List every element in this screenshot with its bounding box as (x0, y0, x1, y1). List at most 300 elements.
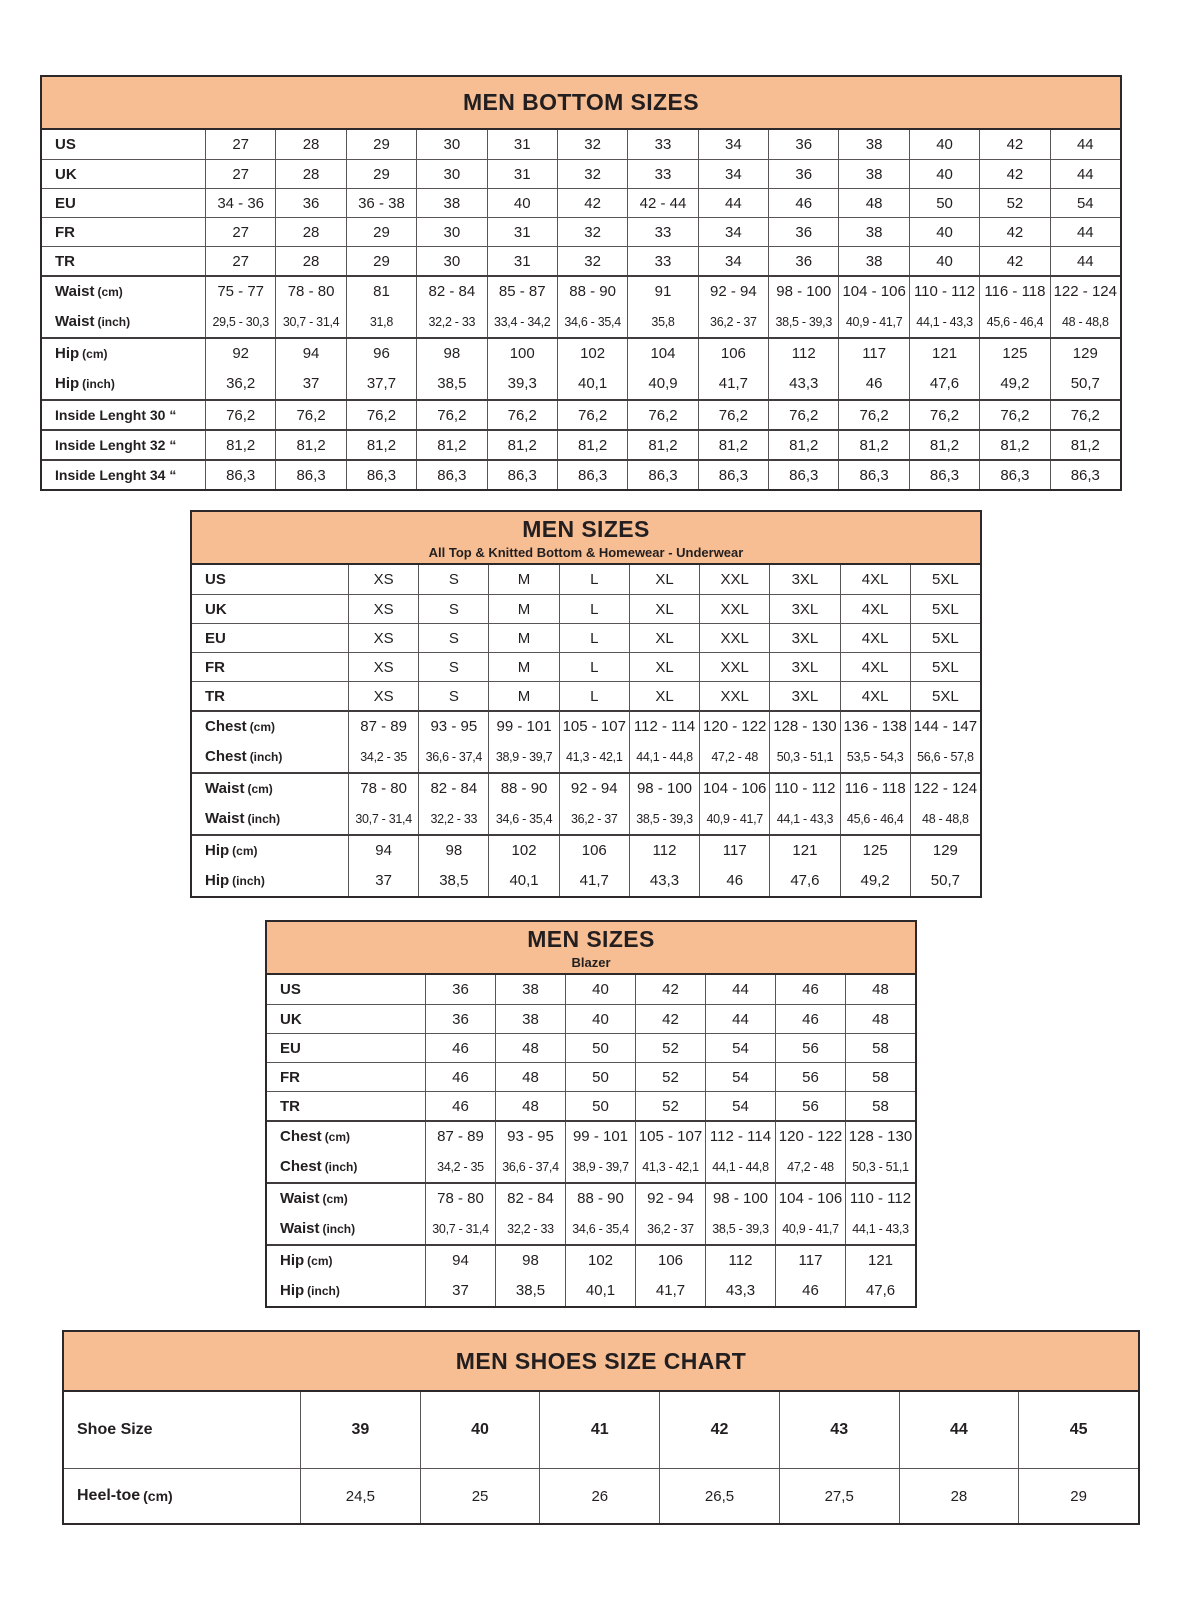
cell-value: 85 - 87 (487, 277, 557, 306)
cell-value: 86,3 (838, 461, 908, 489)
cell-value: 3XL (769, 565, 839, 594)
cell-value: 44 (705, 1005, 775, 1033)
cell-value: 81,2 (1050, 431, 1120, 459)
row-label-text: Waist (55, 313, 95, 330)
cell-value: XS (348, 653, 418, 681)
cell-value: 38 (838, 247, 908, 275)
row-label (192, 803, 348, 834)
table-row (192, 741, 980, 772)
cell-value: 27 (205, 247, 275, 275)
cell-value: 81 (346, 277, 416, 306)
cell-value: 56 (775, 1063, 845, 1091)
cell-value: 116 - 118 (979, 277, 1049, 306)
cell-value: 38,5 - 39,3 (705, 1213, 775, 1244)
cell-value: 36 (768, 160, 838, 188)
cell-value: 47,6 (909, 368, 979, 399)
cell-value: 31 (487, 130, 557, 159)
row-label (42, 247, 205, 275)
table-title: MEN SHOES SIZE CHART (455, 1347, 747, 1374)
cell-value: 40,1 (565, 1275, 635, 1306)
table-row (42, 188, 1120, 217)
row-label (192, 565, 348, 594)
row-label (192, 712, 348, 741)
cell-value: 50,3 - 51,1 (845, 1151, 915, 1182)
table-row (42, 217, 1120, 246)
cell-value: 47,6 (845, 1275, 915, 1306)
cell-value: 98 (418, 836, 488, 865)
cell-value: 41 (539, 1392, 659, 1468)
cell-value: 106 (698, 339, 768, 368)
cell-value: 102 (557, 339, 627, 368)
cell-value: 81,2 (979, 431, 1049, 459)
cell-value: 32 (557, 247, 627, 275)
table-row (267, 1004, 915, 1033)
row-label (42, 130, 205, 159)
cell-value: 46 (699, 865, 769, 896)
cell-value: 104 - 106 (838, 277, 908, 306)
cell-value: 29,5 - 30,3 (205, 306, 275, 337)
table-title: MEN BOTTOM SIZES (463, 89, 699, 115)
cell-value: 46 (425, 1063, 495, 1091)
men-sizes-blazer-table-header (267, 922, 915, 975)
cell-value: 48 - 48,8 (1050, 306, 1120, 337)
cell-value: 81,2 (768, 431, 838, 459)
cell-value: 29 (346, 218, 416, 246)
table-row (42, 337, 1120, 368)
row-label (267, 1063, 425, 1091)
cell-value: 98 - 100 (705, 1184, 775, 1213)
cell-value: 105 - 107 (559, 712, 629, 741)
cell-value: 42 (557, 189, 627, 217)
cell-value: 117 (775, 1246, 845, 1275)
cell-value: 40 (565, 1005, 635, 1033)
cell-value: S (418, 682, 488, 710)
cell-value: 94 (425, 1246, 495, 1275)
cell-value: 3XL (769, 595, 839, 623)
row-label (42, 160, 205, 188)
cell-value: M (488, 595, 558, 623)
cell-value: 4XL (840, 595, 910, 623)
row-label-unit: (inch) (307, 1283, 340, 1298)
cell-value: 86,3 (979, 461, 1049, 489)
table-row (267, 1033, 915, 1062)
cell-value: 42 (635, 1005, 705, 1033)
cell-value: 36,2 - 37 (635, 1213, 705, 1244)
cell-value: 42 - 44 (627, 189, 697, 217)
cell-value: 50 (909, 189, 979, 217)
row-label (267, 1034, 425, 1062)
row-label-text: EU (205, 629, 226, 647)
cell-value: 104 - 106 (775, 1184, 845, 1213)
cell-value: 38,5 (418, 865, 488, 896)
cell-value: 129 (1050, 339, 1120, 368)
cell-value: 76,2 (838, 401, 908, 429)
cell-value: 38 (495, 1005, 565, 1033)
row-label-text: Waist (280, 1190, 320, 1207)
table-row (192, 834, 980, 865)
cell-value: 54 (1050, 189, 1120, 217)
cell-value: 34,6 - 35,4 (565, 1213, 635, 1244)
table-row (267, 1151, 915, 1182)
cell-value: 31,8 (346, 306, 416, 337)
cell-value: XS (348, 682, 418, 710)
row-label-text: UK (205, 600, 227, 618)
cell-value: 3XL (769, 682, 839, 710)
row-label (192, 624, 348, 652)
row-label-text: Inside Lenght 34 “ (55, 467, 177, 483)
cell-value: 46 (775, 975, 845, 1004)
cell-value: 75 - 77 (205, 277, 275, 306)
cell-value: 42 (979, 130, 1049, 159)
cell-value: 27 (205, 218, 275, 246)
men-sizes-blazer-table (265, 920, 917, 1308)
cell-value: XXL (699, 653, 769, 681)
cell-value: 78 - 80 (275, 277, 345, 306)
row-label-text: FR (205, 658, 225, 676)
cell-value: 76,2 (909, 401, 979, 429)
cell-value: 93 - 95 (418, 712, 488, 741)
cell-value: 38,5 - 39,3 (629, 803, 699, 834)
row-label-text: Shoe Size (77, 1421, 153, 1438)
cell-value: 76,2 (275, 401, 345, 429)
row-label-unit: (cm) (322, 1191, 348, 1206)
cell-value: 110 - 112 (769, 774, 839, 803)
cell-value: 33,4 - 34,2 (487, 306, 557, 337)
row-label-unit: (cm) (82, 346, 108, 361)
row-label-unit: (cm) (232, 843, 258, 858)
men-shoes-size-chart-table-header (64, 1332, 1138, 1392)
table-row (267, 1091, 915, 1120)
cell-value: 56 (775, 1034, 845, 1062)
cell-value: 52 (635, 1063, 705, 1091)
row-label (42, 401, 205, 429)
cell-value: 33 (627, 160, 697, 188)
cell-value: 34 (698, 247, 768, 275)
row-label (42, 218, 205, 246)
cell-value: 121 (845, 1246, 915, 1275)
cell-value: 48 (845, 1005, 915, 1033)
cell-value: 128 - 130 (845, 1122, 915, 1151)
cell-value: 4XL (840, 653, 910, 681)
cell-value: 82 - 84 (495, 1184, 565, 1213)
cell-value: 4XL (840, 565, 910, 594)
cell-value: 87 - 89 (425, 1122, 495, 1151)
cell-value: 98 - 100 (629, 774, 699, 803)
cell-value: 50,7 (910, 865, 980, 896)
cell-value: 76,2 (557, 401, 627, 429)
cell-value: 36 (768, 247, 838, 275)
cell-value: 41,3 - 42,1 (559, 741, 629, 772)
row-label-text: Waist (280, 1220, 320, 1237)
table-row (42, 368, 1120, 399)
cell-value: 129 (910, 836, 980, 865)
cell-value: 112 (768, 339, 838, 368)
table-row (192, 681, 980, 710)
row-label-unit: (inch) (82, 376, 115, 391)
cell-value: 40,9 - 41,7 (699, 803, 769, 834)
cell-value: 40,1 (488, 865, 558, 896)
cell-value: 33 (627, 130, 697, 159)
cell-value: 52 (979, 189, 1049, 217)
table-row (192, 803, 980, 834)
cell-value: XXL (699, 682, 769, 710)
row-label (267, 1246, 425, 1275)
cell-value: 76,2 (416, 401, 486, 429)
row-label (267, 1122, 425, 1151)
table-row (267, 1213, 915, 1244)
cell-value: 86,3 (346, 461, 416, 489)
cell-value: 34,2 - 35 (425, 1151, 495, 1182)
row-label-text: US (280, 981, 301, 998)
cell-value: 43,3 (629, 865, 699, 896)
cell-value: 26,5 (659, 1469, 779, 1523)
cell-value: 117 (699, 836, 769, 865)
cell-value: 45,6 - 46,4 (979, 306, 1049, 337)
cell-value: 82 - 84 (418, 774, 488, 803)
cell-value: M (488, 653, 558, 681)
table-row (42, 275, 1120, 306)
table-row (42, 399, 1120, 429)
cell-value: 56,6 - 57,8 (910, 741, 980, 772)
cell-value: 30 (416, 218, 486, 246)
cell-value: 46 (768, 189, 838, 217)
cell-value: XS (348, 624, 418, 652)
cell-value: 86,3 (768, 461, 838, 489)
table-row (42, 159, 1120, 188)
cell-value: 50 (565, 1092, 635, 1120)
table-row (192, 565, 980, 594)
row-label-text: Chest (280, 1128, 322, 1145)
cell-value: 86,3 (416, 461, 486, 489)
row-label (192, 865, 348, 896)
row-label-text: Heel-toe (77, 1487, 141, 1504)
cell-value: 28 (275, 160, 345, 188)
cell-value: 43,3 (768, 368, 838, 399)
cell-value: 39,3 (487, 368, 557, 399)
row-label-text: Inside Lenght 32 “ (55, 437, 177, 453)
cell-value: L (559, 624, 629, 652)
cell-value: XL (629, 595, 699, 623)
row-label (42, 277, 205, 306)
cell-value: XL (629, 653, 699, 681)
cell-value: 34 - 36 (205, 189, 275, 217)
cell-value: 26 (539, 1469, 659, 1523)
cell-value: 34,6 - 35,4 (557, 306, 627, 337)
cell-value: S (418, 653, 488, 681)
cell-value: 41,3 - 42,1 (635, 1151, 705, 1182)
cell-value: 48 (845, 975, 915, 1004)
row-label-unit: (cm) (97, 284, 123, 299)
cell-value: 40,1 (557, 368, 627, 399)
cell-value: 38,5 (416, 368, 486, 399)
row-label-unit: (inch) (247, 811, 281, 826)
cell-value: 30 (416, 130, 486, 159)
cell-value: 3XL (769, 653, 839, 681)
cell-value: 76,2 (979, 401, 1049, 429)
table-row (267, 1275, 915, 1306)
cell-value: 42 (635, 975, 705, 1004)
cell-value: 81,2 (205, 431, 275, 459)
cell-value: 46 (775, 1275, 845, 1306)
cell-value: 120 - 122 (775, 1122, 845, 1151)
row-label-text: UK (55, 165, 77, 183)
cell-value: 28 (275, 130, 345, 159)
cell-value: 40,9 - 41,7 (775, 1213, 845, 1244)
cell-value: 40,9 (627, 368, 697, 399)
cell-value: 41,7 (635, 1275, 705, 1306)
cell-value: 92 - 94 (635, 1184, 705, 1213)
cell-value: 88 - 90 (565, 1184, 635, 1213)
cell-value: 25 (420, 1469, 540, 1523)
cell-value: 94 (348, 836, 418, 865)
cell-value: 99 - 101 (565, 1122, 635, 1151)
table-row (267, 1062, 915, 1091)
row-label (267, 1092, 425, 1120)
men-shoes-size-chart-table (62, 1330, 1140, 1525)
cell-value: 30,7 - 31,4 (275, 306, 345, 337)
cell-value: 24,5 (300, 1469, 420, 1523)
cell-value: 37 (425, 1275, 495, 1306)
cell-value: 46 (838, 368, 908, 399)
row-label (192, 774, 348, 803)
cell-value: XS (348, 595, 418, 623)
table-row (192, 865, 980, 896)
row-label-text: EU (55, 194, 76, 212)
row-label (64, 1392, 300, 1468)
cell-value: 44,1 - 44,8 (705, 1151, 775, 1182)
cell-value: 52 (635, 1092, 705, 1120)
row-label-text: TR (205, 687, 225, 705)
cell-value: 38,9 - 39,7 (565, 1151, 635, 1182)
cell-value: 81,2 (416, 431, 486, 459)
cell-value: 86,3 (909, 461, 979, 489)
row-label (64, 1469, 300, 1523)
cell-value: 88 - 90 (557, 277, 627, 306)
table-row (192, 710, 980, 741)
cell-value: 5XL (910, 624, 980, 652)
cell-value: 37 (275, 368, 345, 399)
cell-value: 44,1 - 43,3 (845, 1213, 915, 1244)
men-bottom-sizes-table (40, 75, 1122, 491)
row-label-text: Hip (55, 375, 80, 392)
cell-value: 81,2 (275, 431, 345, 459)
row-label-text: Waist (205, 780, 245, 797)
cell-value: 104 (627, 339, 697, 368)
row-label-text: TR (280, 1097, 300, 1115)
cell-value: 50,7 (1050, 368, 1120, 399)
cell-value: 78 - 80 (425, 1184, 495, 1213)
row-label-text: UK (280, 1010, 302, 1028)
cell-value: 106 (559, 836, 629, 865)
cell-value: 38 (416, 189, 486, 217)
cell-value: 3XL (769, 624, 839, 652)
row-label-text: Hip (55, 345, 80, 362)
row-label (42, 461, 205, 489)
cell-value: L (559, 682, 629, 710)
cell-value: 28 (275, 218, 345, 246)
cell-value: 36,2 - 37 (559, 803, 629, 834)
cell-value: 27 (205, 160, 275, 188)
cell-value: 34 (698, 218, 768, 246)
cell-value: 29 (346, 130, 416, 159)
cell-value: 81,2 (698, 431, 768, 459)
cell-value: 30,7 - 31,4 (348, 803, 418, 834)
cell-value: 86,3 (487, 461, 557, 489)
row-label-unit: (cm) (324, 1129, 351, 1144)
row-label-text: Chest (205, 718, 247, 735)
cell-value: S (418, 595, 488, 623)
cell-value: 110 - 112 (845, 1184, 915, 1213)
cell-value: 88 - 90 (488, 774, 558, 803)
row-label-text: Inside Lenght 30 “ (55, 407, 177, 423)
cell-value: 122 - 124 (910, 774, 980, 803)
row-label (192, 595, 348, 623)
row-label (267, 1005, 425, 1033)
table-subtitle: All Top & Knitted Bottom & Homewear - Underwear (428, 544, 744, 560)
cell-value: 44,1 - 43,3 (769, 803, 839, 834)
cell-value: 36 (275, 189, 345, 217)
cell-value: 30 (416, 247, 486, 275)
cell-value: 54 (705, 1034, 775, 1062)
cell-value: 48 (495, 1092, 565, 1120)
row-label-unit: (cm) (247, 781, 273, 796)
table-row (42, 459, 1120, 489)
cell-value: M (488, 682, 558, 710)
cell-value: 38 (838, 160, 908, 188)
table-row (64, 1468, 1138, 1523)
cell-value: 36 (768, 130, 838, 159)
cell-value: 40 (487, 189, 557, 217)
row-label (42, 189, 205, 217)
cell-value: 40 (420, 1392, 540, 1468)
cell-value: 46 (425, 1034, 495, 1062)
cell-value: 30,7 - 31,4 (425, 1213, 495, 1244)
cell-value: 49,2 (979, 368, 1049, 399)
row-label-unit: (inch) (97, 314, 131, 329)
cell-value: 34 (698, 160, 768, 188)
row-label-text: Chest (280, 1158, 322, 1175)
row-label (42, 368, 205, 399)
cell-value: XL (629, 565, 699, 594)
cell-value: 27 (205, 130, 275, 159)
cell-value: 29 (346, 247, 416, 275)
cell-value: 36 (425, 1005, 495, 1033)
cell-value: 93 - 95 (495, 1122, 565, 1151)
cell-value: 54 (705, 1063, 775, 1091)
men-sizes-top-table-header (192, 512, 980, 565)
cell-value: 38 (838, 218, 908, 246)
cell-value: 76,2 (627, 401, 697, 429)
cell-value: 41,7 (698, 368, 768, 399)
cell-value: XS (348, 565, 418, 594)
cell-value: 96 (346, 339, 416, 368)
cell-value: 46 (775, 1005, 845, 1033)
cell-value: 36,6 - 37,4 (418, 741, 488, 772)
table-row (192, 652, 980, 681)
row-label-text: US (55, 136, 76, 153)
cell-value: 31 (487, 218, 557, 246)
row-label-unit: (cm) (249, 719, 276, 734)
cell-value: 81,2 (346, 431, 416, 459)
cell-value: 36,2 (205, 368, 275, 399)
cell-value: 48 (838, 189, 908, 217)
row-label (42, 431, 205, 459)
cell-value: 81,2 (487, 431, 557, 459)
men-bottom-sizes-table-header (42, 77, 1120, 130)
cell-value: 58 (845, 1092, 915, 1120)
cell-value: 76,2 (487, 401, 557, 429)
cell-value: 106 (635, 1246, 705, 1275)
